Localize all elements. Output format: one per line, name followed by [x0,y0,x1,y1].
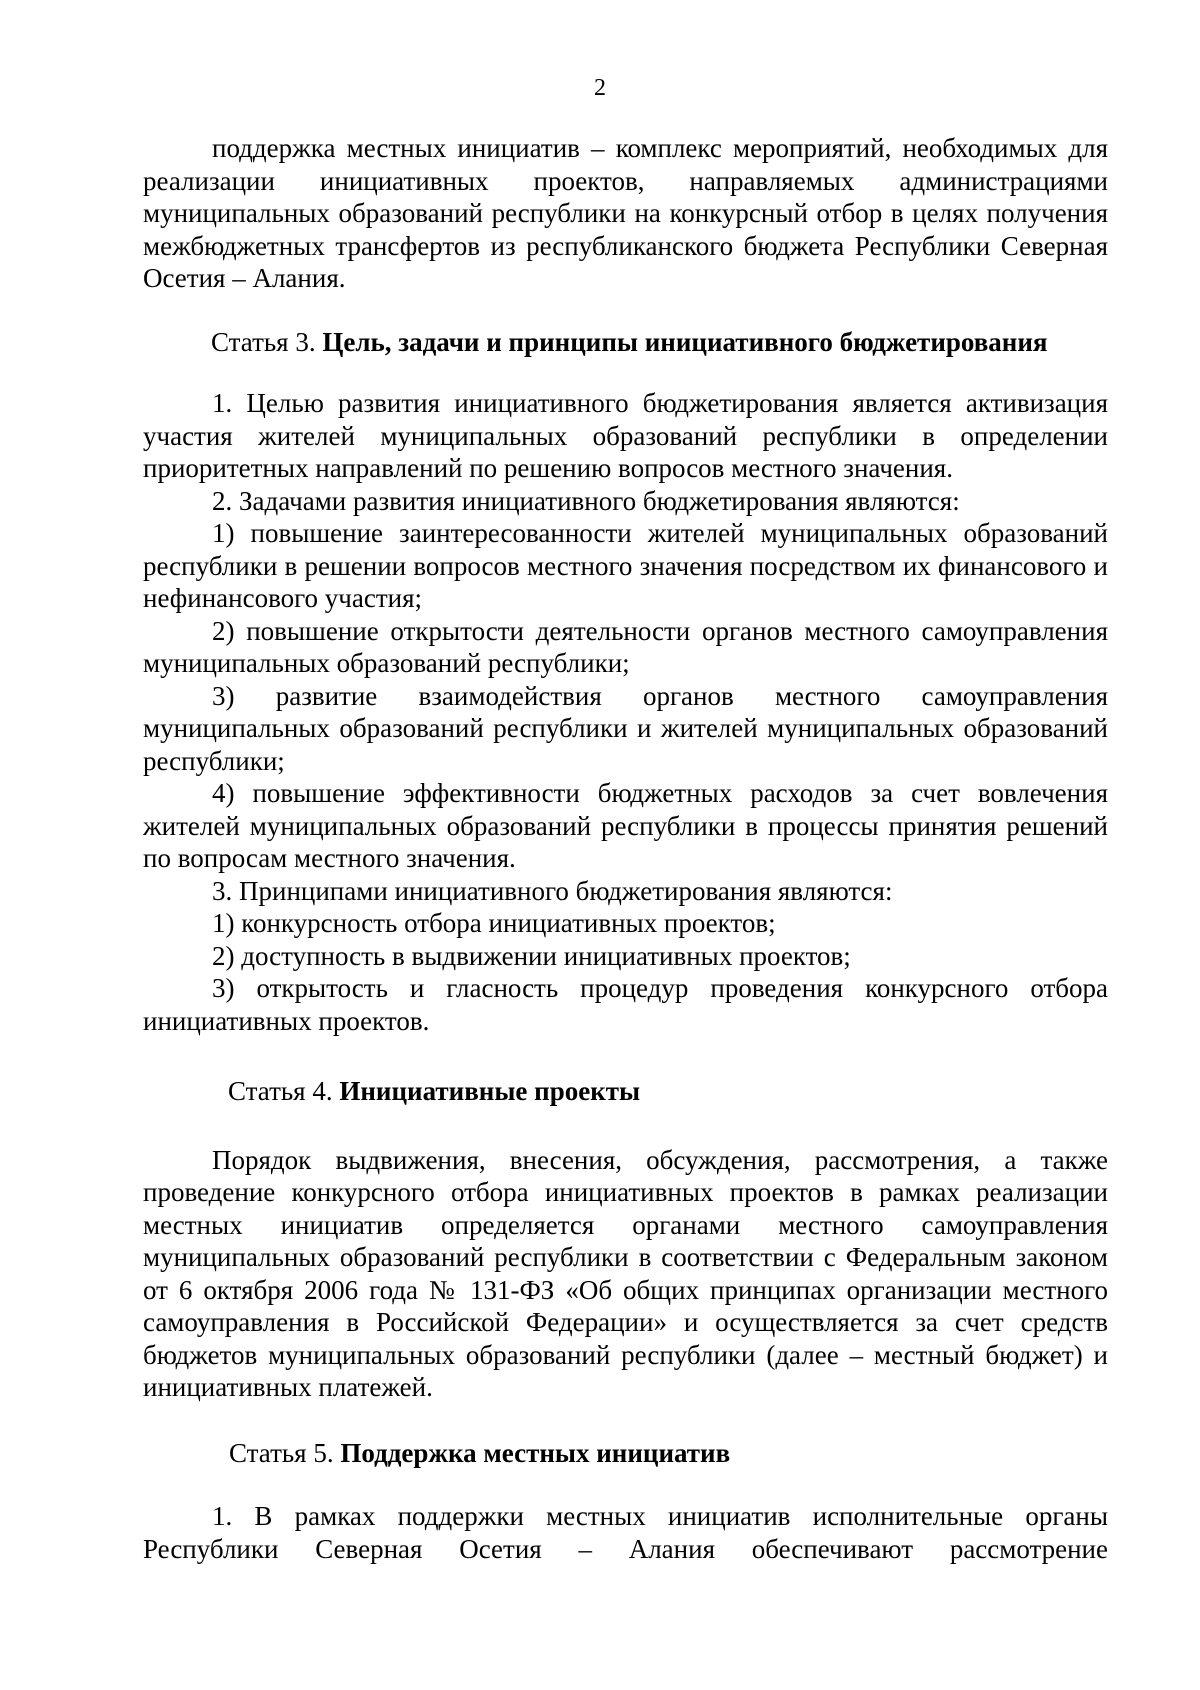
article-5-prefix: Статья 5. [229,1437,334,1468]
article-3-prefix: Статья 3. [211,326,316,357]
article-3-paragraph: 4) повышение эффективности бюджетных расходов за счет вовлечения жителей муниципальных образований республики в процессы принятия решений по вопросам местного значения. [143,778,1108,873]
article-4-heading [143,1075,1108,1108]
article-3-heading [143,326,1108,359]
article-4-prefix: Статья 4. [228,1076,333,1106]
article-3-paragraph: 2. Задачами развития инициативного бюджетирования являются: [212,485,960,516]
article-3-paragraph: 3) развитие взаимодействия органов местного самоуправления муниципальных образований республики и жителей муниципальных образований республики; [143,680,1108,776]
article-4-paragraph: Порядок выдвижения, внесения, обсуждения, рассмотрения, а также проведение конкурсного отбора инициативных проектов в рамках реализации местных инициатив определяется органами местного самоуправления муниципальных образований республики в соответствии с Федеральным законом от 6 октября 2006 года № 131-ФЗ «Об общих принципах организации местного самоуправления в Российской Федерации» и осуществляется за счет средств бюджетов муниципальных образований республики (далее – местный бюджет) и инициативных платежей. [143,1144,1108,1402]
article-3-paragraph: 3. Принципами инициативного бюджетирования являются: [212,875,893,906]
article-3-body [143,387,1108,1037]
article-5-paragraph: 1. В рамках поддержки местных инициатив исполнительные органы Республики Северная Осетия – Алания обеспечивают рассмотрение [143,1501,1108,1564]
article-3-paragraph: 1) повышение заинтересованности жителей муниципальных образований республики в решении вопросов местного значения посредством их финансового и нефинансового участия; [143,518,1108,613]
article-3-paragraph: 1. Целью развития инициативного бюджетирования является активизация участия жителей муниципальных образований республики в определении приоритетных направлений по решению вопросов местного значения. [143,388,1108,483]
article-3-paragraph: 2) повышение открытости деятельности органов местного самоуправления муниципальных образований республики; [143,615,1108,678]
page-number: 2 [594,75,606,101]
article-5-title: Поддержка местных инициатив [340,1437,731,1468]
article-5-heading [143,1437,1108,1470]
intro-paragraph: поддержка местных инициатив – комплекс мероприятий, необходимых для реализации инициативных проектов, направляемых администрациями муниципальных образований республики на конкурсный отбор в целях получения межбюджетных трансфертов из республиканского бюджета Республики Северная Осетия – Алания. [143,133,1108,293]
article-3-paragraph: 1) конкурсность отбора инициативных проектов; [212,908,776,938]
article-3-paragraph: 2) доступность в выдвижении инициативных проектов; [212,940,851,971]
article-3-title: Цель, задачи и принципы инициативного бюджетирования [322,326,1048,357]
article-4-title: Инициативные проекты [339,1076,641,1106]
document-body [143,132,1108,1565]
article-3-paragraph: 3) открытость и гласность процедур проведения конкурсного отбора инициативных проектов. [143,973,1108,1036]
